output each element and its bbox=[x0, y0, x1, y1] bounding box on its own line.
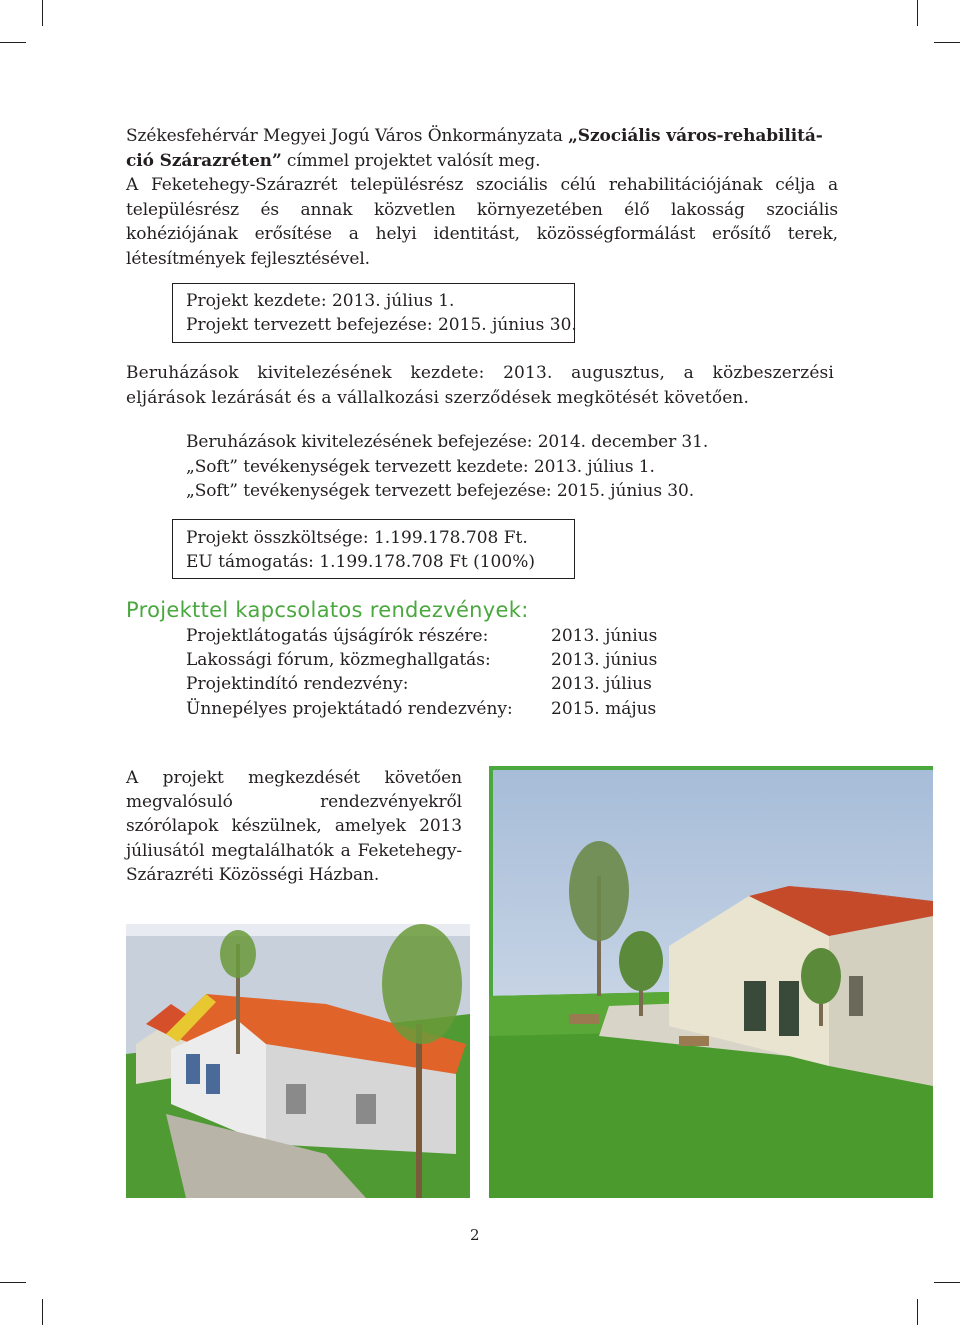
intro-first-lines bbox=[126, 124, 838, 173]
project-title-part1: „Szociális város-rehabilitá- bbox=[568, 126, 823, 146]
project-title-part2: ció Szárazréten” bbox=[126, 150, 282, 171]
event-date: 2013. június bbox=[551, 626, 658, 646]
soft-end: „Soft” tevékenységek tervezett befejezése: 2015. június 30. bbox=[186, 481, 695, 501]
events-heading: Projekttel kapcsolatos rendezvények: bbox=[126, 598, 529, 622]
crop-mark bbox=[42, 0, 43, 26]
crop-mark bbox=[42, 1299, 43, 1325]
houses-rendering bbox=[126, 924, 470, 1198]
event-name: Lakossági fórum, közmeghallgatás: bbox=[186, 650, 491, 671]
crop-mark bbox=[934, 42, 960, 43]
events-list bbox=[186, 624, 658, 721]
page-number: 2 bbox=[470, 1226, 480, 1244]
intro-municipality: Székesfehérvár Megyei Jogú Város Önkormányzata bbox=[126, 126, 569, 146]
crop-mark bbox=[0, 42, 26, 43]
crop-mark bbox=[917, 1299, 918, 1325]
event-date: 2013. június bbox=[551, 650, 658, 671]
community-house-rendering bbox=[489, 766, 933, 1198]
crop-mark bbox=[934, 1282, 960, 1283]
cost-box bbox=[172, 519, 575, 579]
project-dates-box bbox=[172, 283, 575, 343]
event-name: Projektlátogatás újságírók részére: bbox=[186, 626, 489, 646]
event-date: 2015. május bbox=[551, 698, 657, 719]
event-date: 2013. július bbox=[551, 674, 652, 695]
crop-mark bbox=[0, 1282, 26, 1283]
project-start: Projekt kezdete: 2013. július 1. bbox=[186, 291, 455, 311]
event-name: Projektindító rendezvény: bbox=[186, 674, 409, 695]
event-row bbox=[186, 648, 658, 672]
event-row bbox=[186, 672, 652, 696]
crop-mark bbox=[917, 0, 918, 26]
investment-start-text: Beruházások kivitelezésének kezdete: 2013. augusztus, a közbeszerzési eljárások lezárását és a vállalkozási szerződések megkötését követően. bbox=[126, 363, 834, 408]
event-name: Ünnepélyes projektátadó rendezvény: bbox=[186, 698, 513, 719]
flyer-text: A projekt megkezdését követően megvalósuló rendezvényekről szórólapok készülnek, amelyek 2013 júliusától megtalálhatók a Feketehegy-Szárazréti Közösségi Házban. bbox=[126, 768, 462, 885]
investment-end: Beruházások kivitelezésének befejezése: 2014. december 31. bbox=[186, 432, 709, 452]
intro-post: címmel projektet valósít meg. bbox=[281, 150, 541, 171]
eu-support: EU támogatás: 1.199.178.708 Ft (100%) bbox=[186, 552, 535, 572]
project-total-cost: Projekt összköltsége: 1.199.178.708 Ft. bbox=[186, 528, 528, 548]
intro-text bbox=[126, 124, 838, 271]
soft-start: „Soft” tevékenységek tervezett kezdete: 2013. július 1. bbox=[186, 456, 655, 477]
project-planned-end: Projekt tervezett befejezése: 2015. június 30. bbox=[186, 315, 577, 335]
event-row bbox=[186, 697, 657, 721]
event-row bbox=[186, 624, 658, 648]
intro-paragraph: A Feketehegy-Szárazrét településrész szociális célú rehabilitációjának célja a településrész és annak közvetlen környezetében élő lakosság szociális kohéziójának erősítése a helyi identitást, közösségformálást erősítő terek, létesítmények fejlesztésével. bbox=[126, 175, 838, 269]
dates-list bbox=[186, 430, 708, 504]
